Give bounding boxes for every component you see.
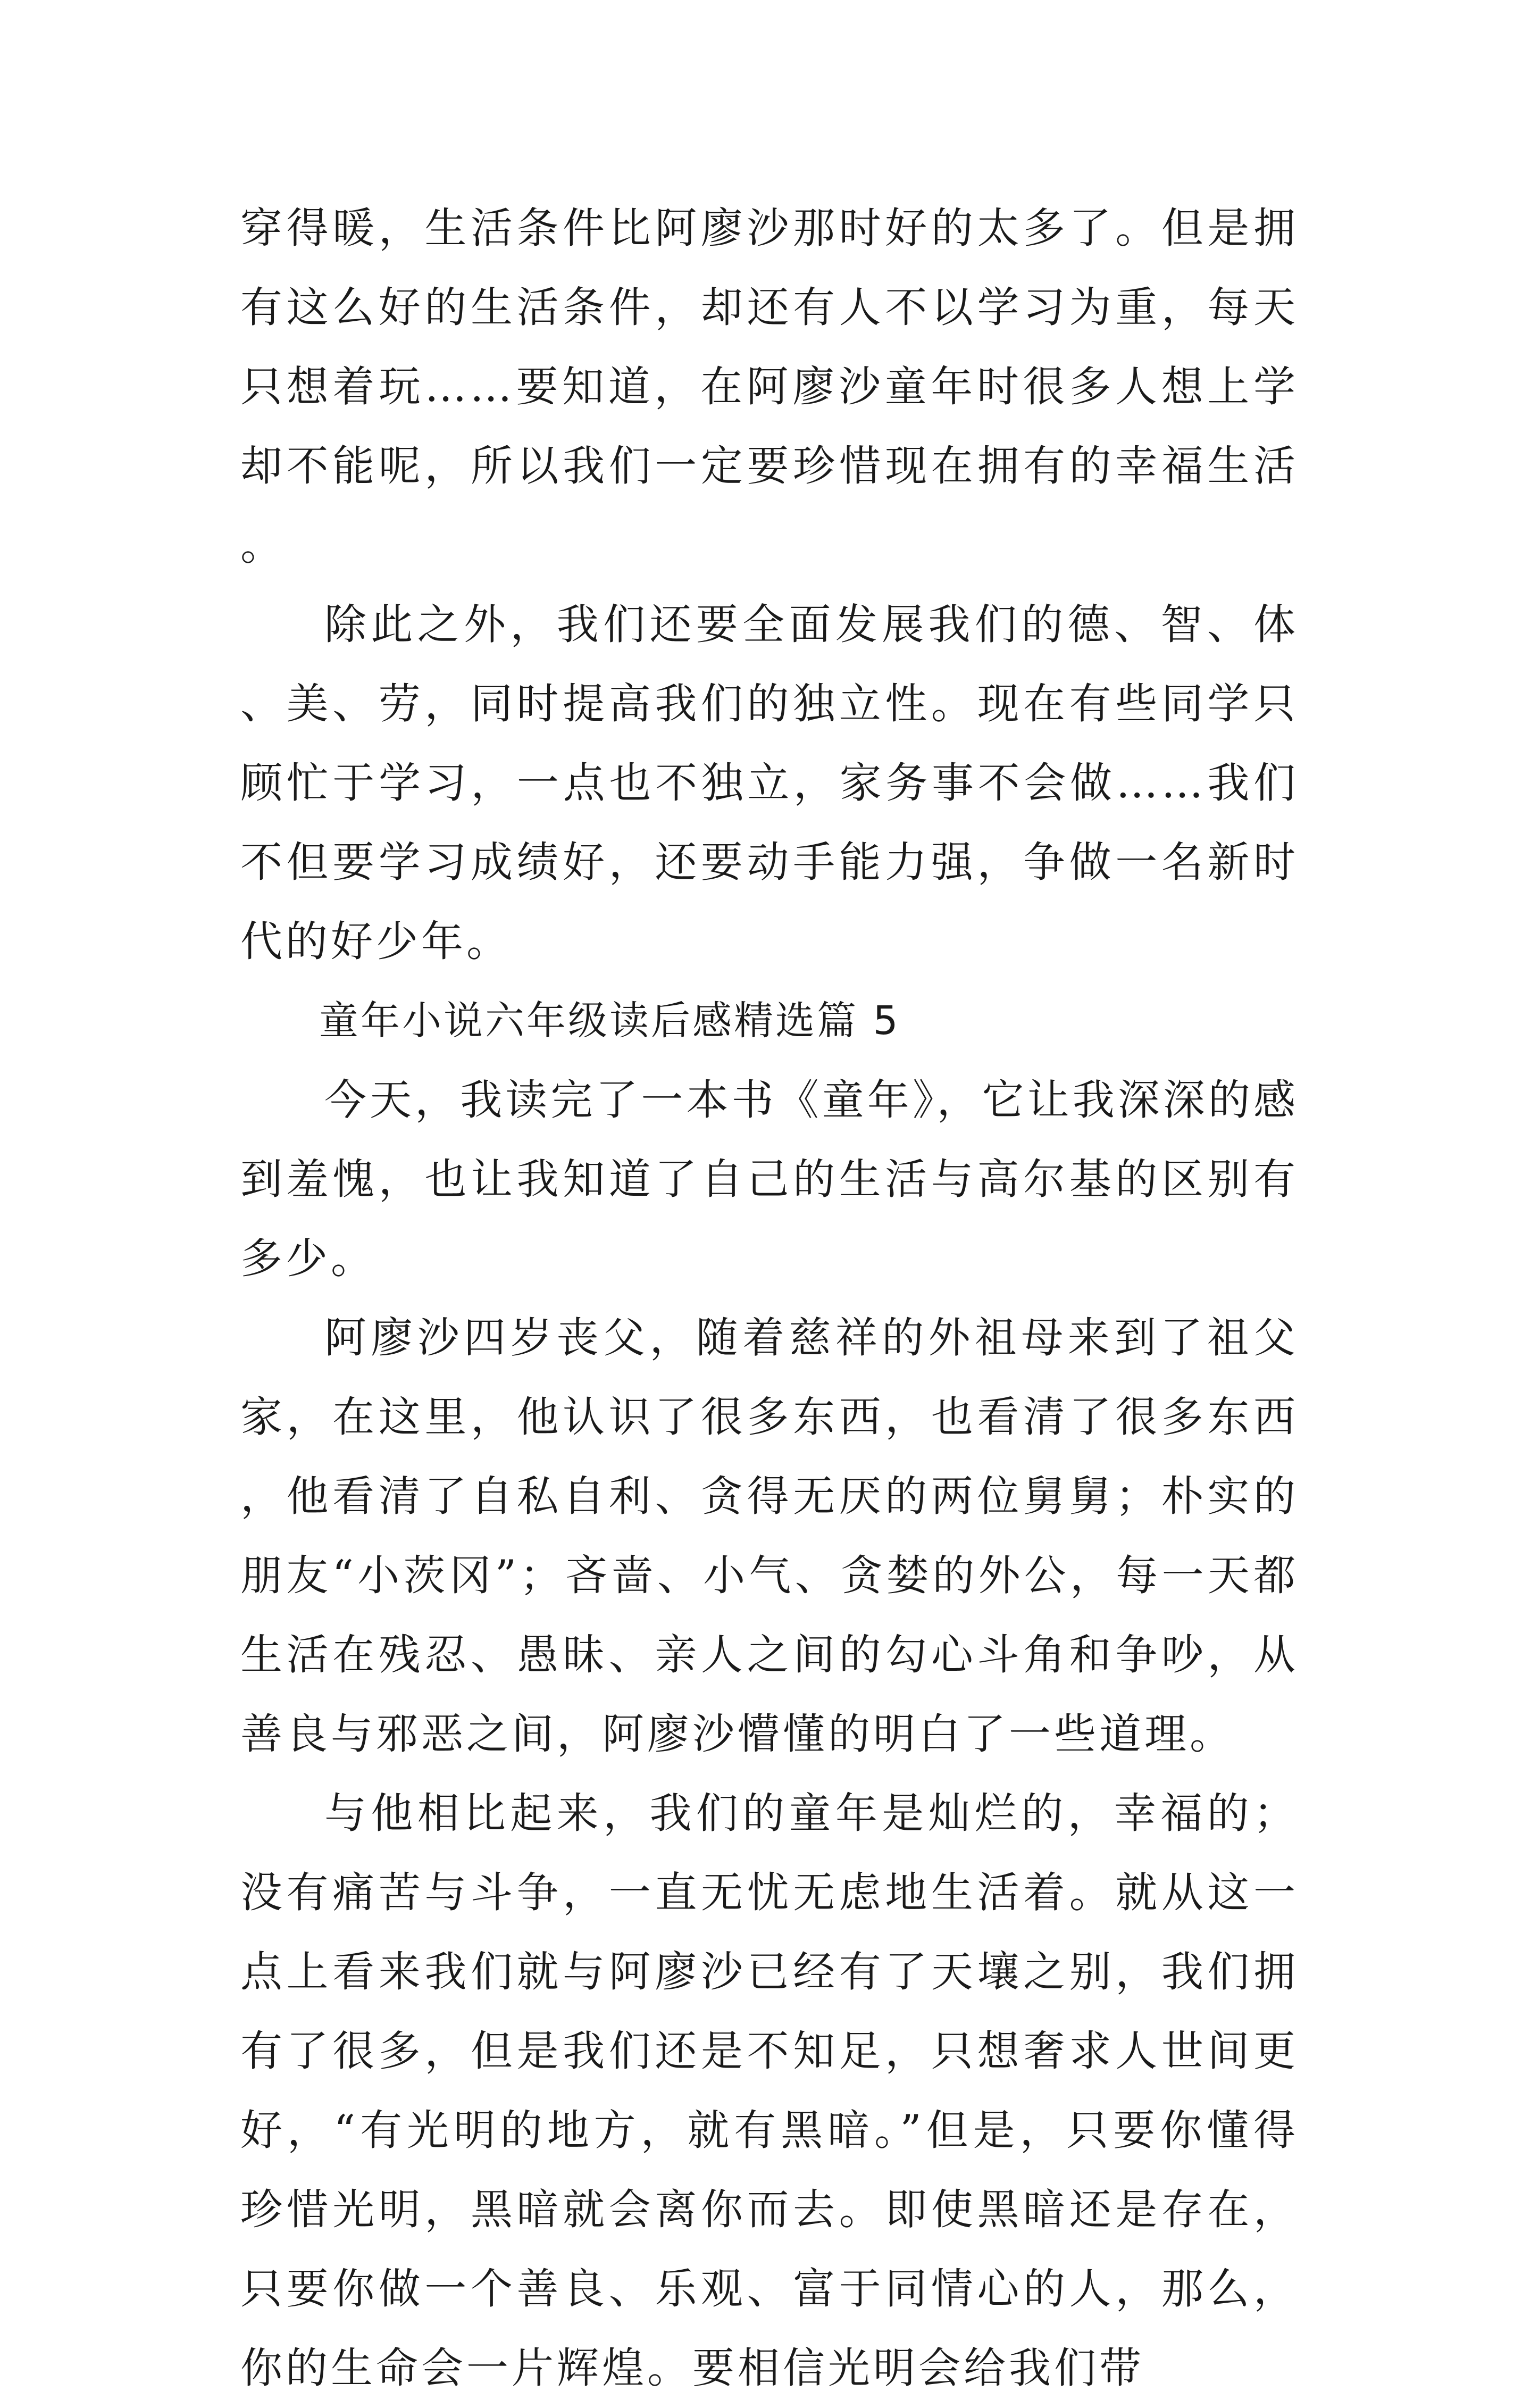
- paragraph-2: 除此之外，我们还要全面发展我们的德、智、体、美、劳，同时提高我们的独立性。现在有些同学只顾忙于学习，一点也不独立，家务事不会做……我们不但要学习成绩好，还要动手能力强，争做一名新时代的好少年。: [240, 600, 1299, 966]
- paragraph-5: 与他相比起来，我们的童年是灿烂的，幸福的；没有痛苦与斗争，一直无忧无虑地生活着。就从这一点上看来我们就与阿廖沙已经有了天壤之别，我们拥有了很多，但是我们还是不知足，只想奢求人世间更好，“有光明的地方，就有黑暗。”但是，只要你懂得珍惜光明，黑暗就会离你而去。即使黑暗还是存在，只要你做一个善良、乐观、富于同情心的人，那么，你的生命会一片辉煌。要相信光明会给我们带: [240, 1789, 1299, 2393]
- section-heading: 童年小说六年级读后感精选篇 5: [319, 998, 900, 1044]
- document-body: [240, 189, 1299, 2408]
- paragraph-4: 阿廖沙四岁丧父，随着慈祥的外祖母来到了祖父家，在这里，他认识了很多东西，也看清了很多东西，他看清了自私自利、贪得无厌的两位舅舅；朴实的朋友“小茨冈”；吝啬、小气、贪婪的外公，每一天都生活在残忍、愚昧、亲人之间的勾心斗角和争吵，从善良与邪恶之间，阿廖沙懵懂的明白了一些道理。: [240, 1313, 1299, 1759]
- paragraph-1: 穿得暖，生活条件比阿廖沙那时好的太多了。但是拥有这么好的生活条件，却还有人不以学习为重，每天只想着玩……要知道，在阿廖沙童年时很多人想上学却不能呢，所以我们一定要珍惜现在拥有的幸福生活。: [240, 204, 1299, 570]
- paragraph-3: 今天，我读完了一本书《童年》，它让我深深的感到羞愧，也让我知道了自己的生活与高尔基的区别有多少。: [240, 1076, 1299, 1283]
